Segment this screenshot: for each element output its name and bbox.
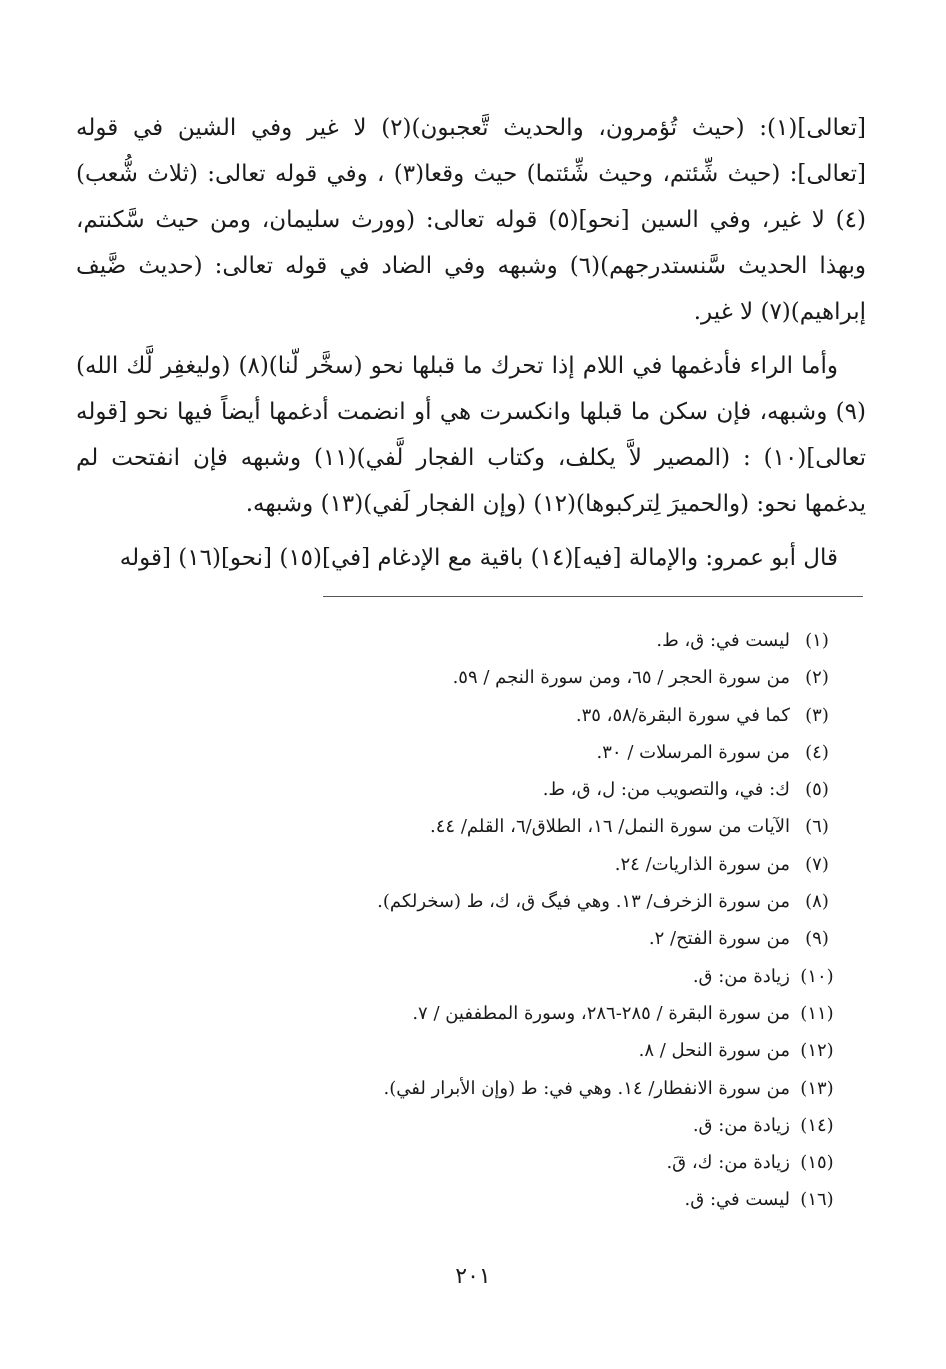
footnote-number: (١٣) (800, 1077, 834, 1099)
main-text (76, 105, 866, 589)
footnote-item (284, 1107, 844, 1144)
footnote-item (284, 883, 844, 920)
footnote-divider (323, 596, 863, 597)
footnote-text: من سورة الفتح/ ٢. (648, 928, 790, 950)
footnote-number: (٢) (805, 667, 829, 689)
paragraph-3: قال أبو عمرو: والإمالة [فيه](١٤) باقية مع الإدغام [في](١٥) [نحو](١٦) [قوله (119, 545, 838, 571)
footnote-number: (٧) (805, 853, 829, 875)
footnote-number: (٨) (805, 891, 829, 913)
footnote-text: كما في سورة البقرة/٥٨، ٣٥. (575, 704, 790, 726)
footnote-item (284, 920, 844, 957)
footnote-item (284, 659, 844, 696)
footnote-number: (٥) (805, 779, 829, 801)
footnote-item (284, 771, 844, 808)
footnote-text: زيادة من: ك، قَ. (666, 1152, 790, 1174)
footnote-text: من سورة الانفطار/ ١٤. وهي في: ط (وإن الأبرار لفي). (383, 1077, 790, 1099)
footnote-item (284, 1032, 844, 1069)
footnote-item (284, 1181, 844, 1218)
footnote-text: من سورة النحل / ٨. (638, 1040, 790, 1062)
footnote-item (284, 1070, 844, 1107)
footnote-item (284, 808, 844, 845)
footnote-text: من سورة الحجر / ٦٥، ومن سورة النجم / ٥٩. (452, 667, 790, 689)
footnotes-list (284, 622, 844, 1219)
footnote-item (284, 734, 844, 771)
footnote-item (284, 995, 844, 1032)
footnote-number: (٩) (805, 928, 829, 950)
footnote-item (284, 697, 844, 734)
footnote-text: زيادة من: ق. (692, 965, 790, 987)
footnote-number: (١٢) (800, 1040, 834, 1062)
footnote-text: من سورة الذاريات/ ٢٤. (614, 853, 790, 875)
footnote-number: (١٤) (800, 1114, 834, 1136)
footnote-number: (٣) (805, 704, 829, 726)
footnote-number: (٦) (805, 816, 829, 838)
footnote-item (284, 846, 844, 883)
footnote-text: الآيات من سورة النمل/ ١٦، الطلاق/٦، القلم/ ٤٤. (430, 816, 790, 838)
footnote-number: (٤) (805, 741, 829, 763)
footnote-text: ك: في، والتصويب من: ل، ق، ط. (542, 779, 790, 801)
footnote-item (284, 622, 844, 659)
footnote-text: ليست في: ق، ط. (656, 630, 790, 651)
footnote-item (284, 958, 844, 995)
footnote-text: ليست في: ق. (684, 1189, 790, 1211)
footnote-text: من سورة البقرة / ٢٨٥-٢٨٦، وسورة المطففين / ٧. (412, 1002, 790, 1024)
footnote-number: (١٠) (800, 965, 834, 987)
footnote-number: (١٦) (800, 1189, 834, 1211)
footnote-text: من سورة الزخرف/ ١٣. وهي فيگ ق، ك، ط (سخرلكم). (377, 891, 790, 913)
footnote-item (284, 1144, 844, 1181)
footnote-number: (١٥) (800, 1152, 834, 1174)
paragraph-2: وأما الراء فأدغمها في اللام إذا تحرك ما قبلها نحو (سخَّر لّنا)(٨) (وليغفِر لَّك الله)(٩) وشبهه، فإن سكن ما قبلها وانكسرت هي أو انضمت أدغمها أيضاً فيها نحو [قوله تعالى](١٠) : (المصير لاَّ يكلف، وكتاب الفجار لَّفي)(١١) وشبهه فإن انفتحت لم يدغمها نحو: (والحميرَ لِتركبوها)(١٢) (وإن الفجار لَفي)(١٣) وشبهه. (76, 353, 866, 517)
footnote-text: زيادة من: ق. (692, 1114, 790, 1136)
footnote-number: (١١) (800, 1002, 834, 1024)
footnote-text: من سورة المرسلات / ٣٠. (596, 741, 790, 763)
paragraph-1: [تعالى](١): (حيث تُؤمرون، والحديث تَّعجبون)(٢) لا غير وفي الشين في قوله [تعالى]: (حيث شِّئتم، وحيث شِّئتما) حيث وقعا(٣) ، وفي قوله تعالى: (ثلاث شُّعب)(٤) لا غير، وفي السين [نحو](٥) قوله تعالى: (وورث سليمان، ومن حيث سَّكنتم، وبهذا الحديث سَّنستدرجهم)(٦) وشبهه وفي الضاد في قوله تعالى: (حديث ضَّيف إبراهيم)(٧) لا غير. (76, 115, 867, 325)
footnote-number: (١) (805, 630, 829, 651)
page-number: ٢٠١ (455, 1264, 491, 1289)
